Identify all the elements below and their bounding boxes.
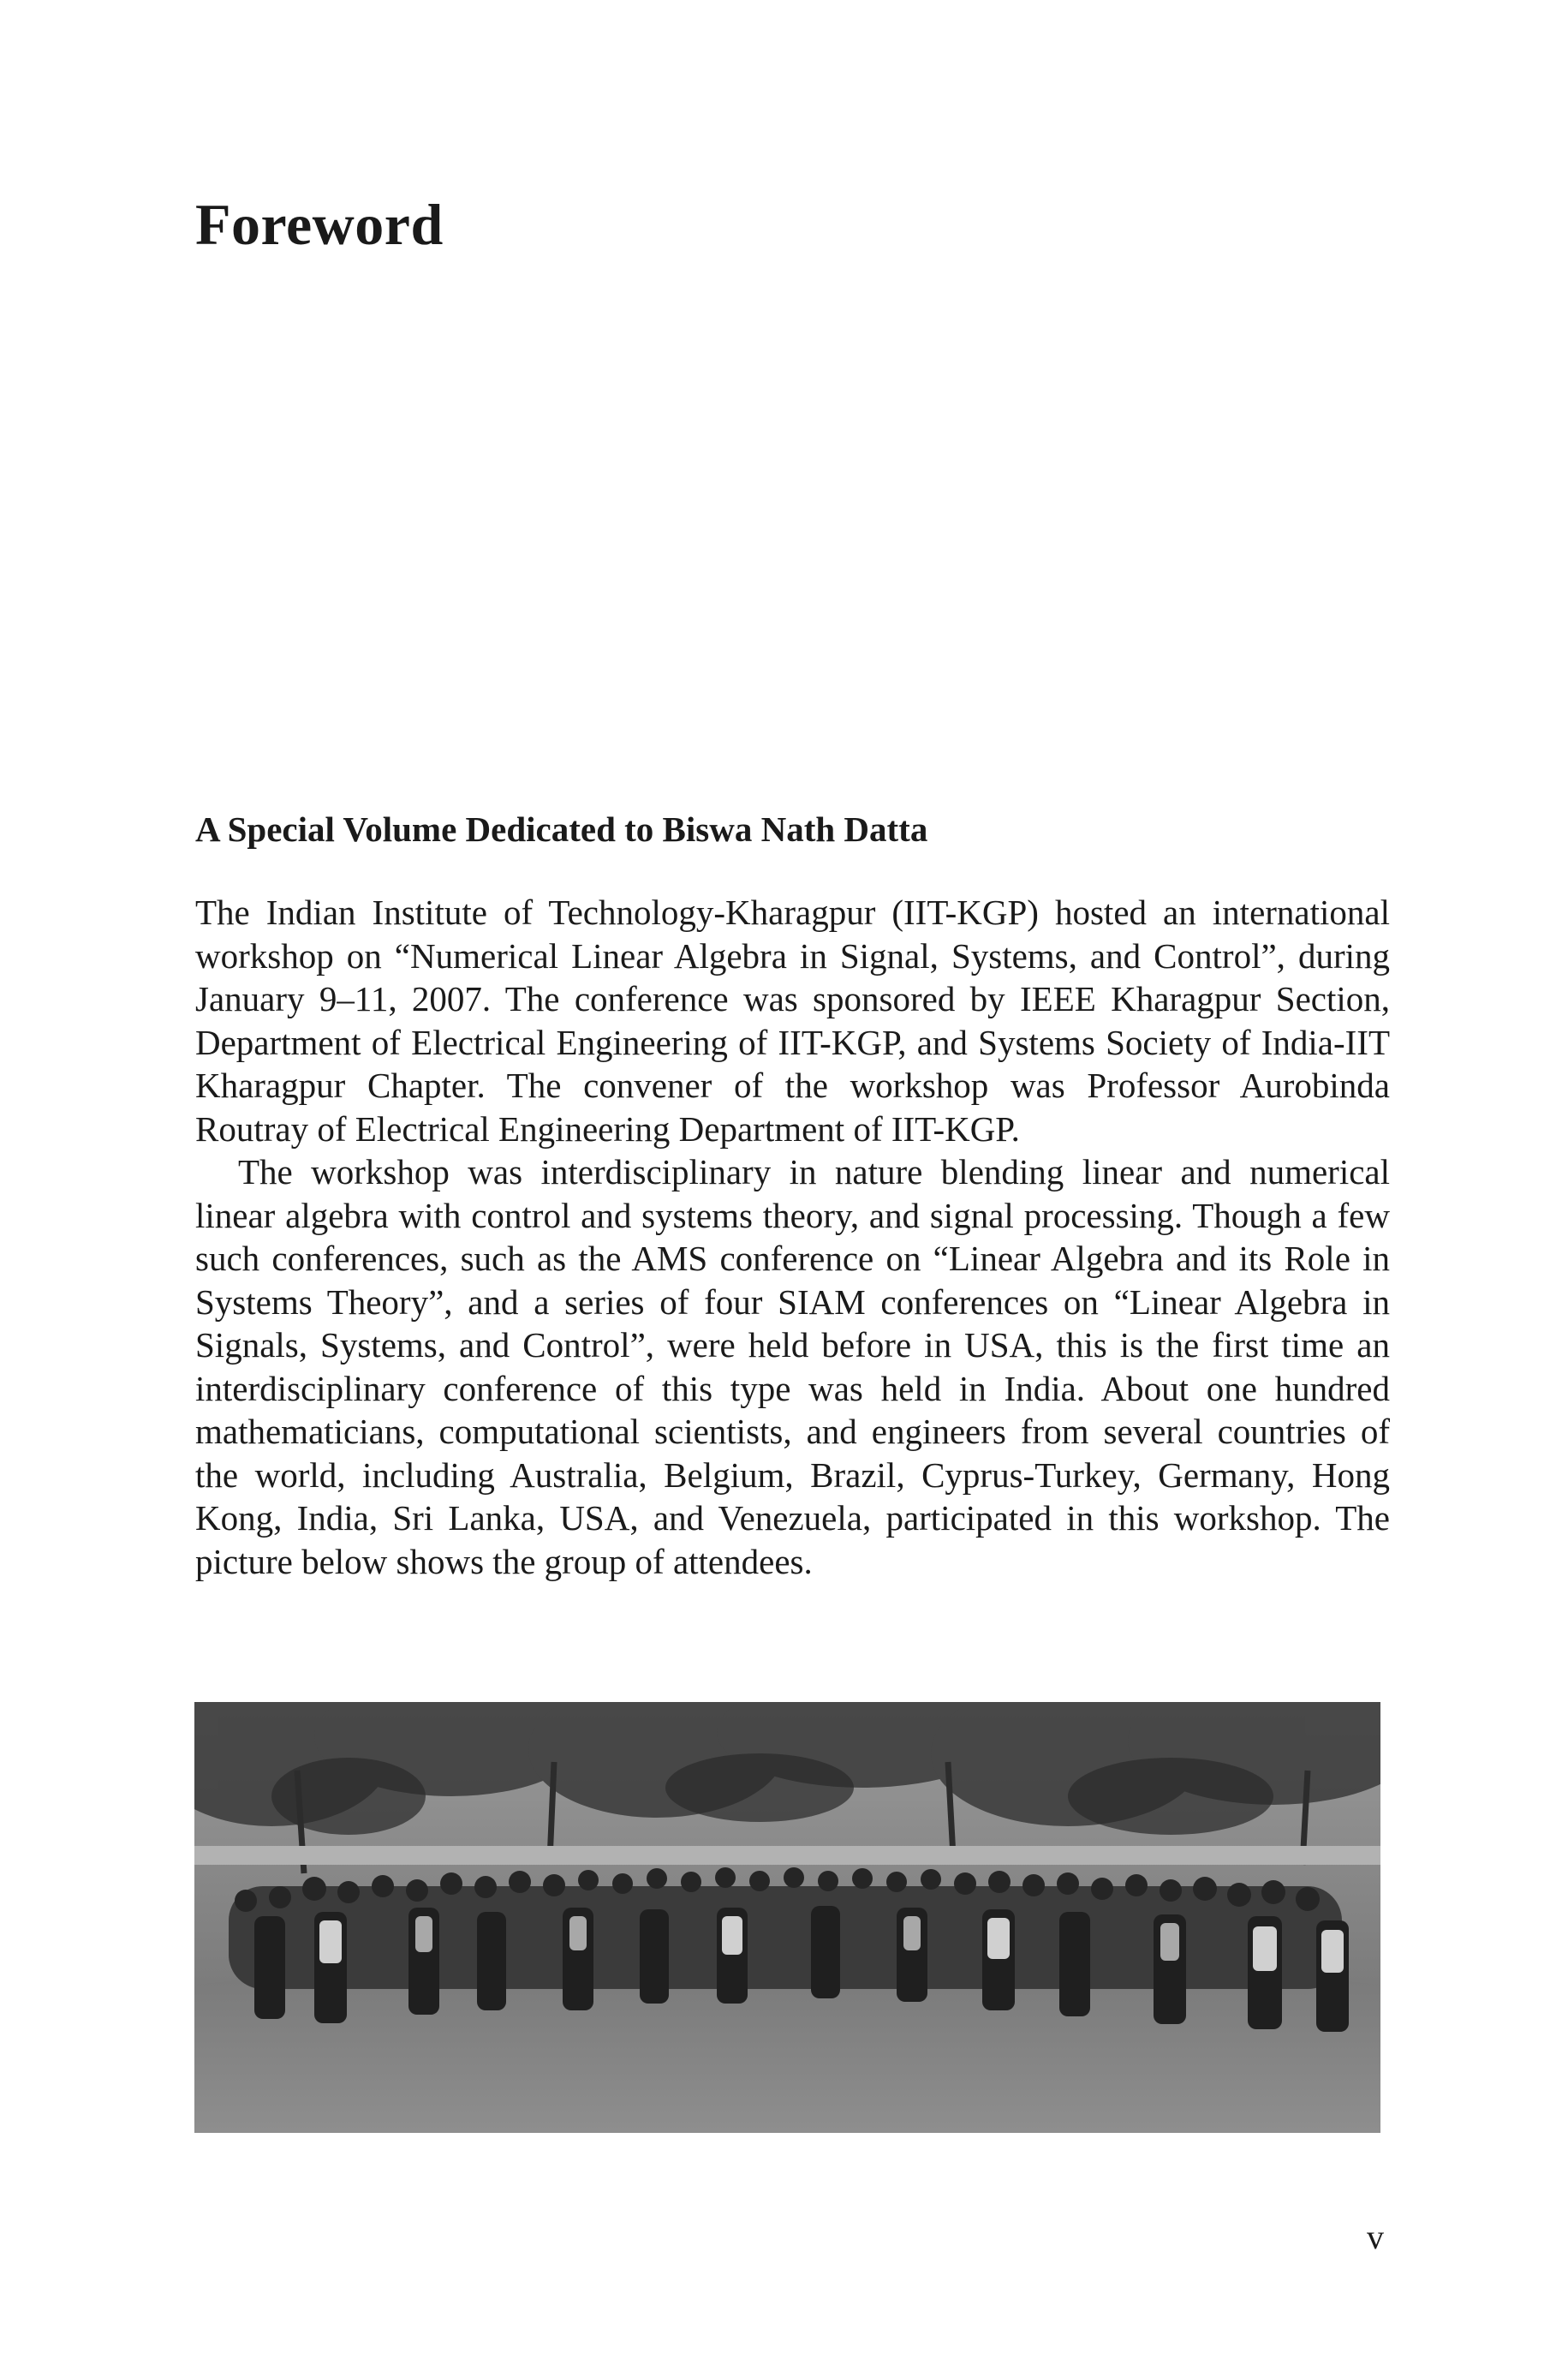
group-photo-illustration — [194, 1702, 1380, 2133]
section-heading: A Special Volume Dedicated to Biswa Nath Datta — [195, 809, 928, 849]
chapter-title: Foreword — [195, 192, 444, 257]
paragraph: The workshop was interdisciplinary in nature blending linear and numerical linear algebra with control and systems theory, and signal processing. Though a few such conferences, such as the AMS conference on “Linear Algebra and its Role in Systems Theory”, and a series of four SIAM conferences on “Linear Algebra in Signals, Systems, and Control”, were held before in USA, this is the first time an interdisciplinary conference of this type was held in India. About one hundred mathematicians, computational scientists, and engineers from several countries of the world, including Australia, Belgium, Brazil, Cyprus-Turkey, Germany, Hong Kong, India, Sri Lanka, USA, and Venezuela, participated in this workshop. The picture below shows the group of attendees. — [195, 1152, 1390, 1581]
group-photo — [194, 1702, 1380, 2133]
paragraph: The Indian Institute of Technology-Kharagpur (IIT-KGP) hosted an international workshop on “Numerical Linear Algebra in Signal, Systems, and Control”, during January 9–11, 2007. The conference was sponsored by IEEE Kharagpur Section, Department of Electrical Engineering of IIT-KGP, and Systems Society of India-IIT Kharagpur Chapter. The convener of the workshop was Professor Aurobinda Routray of Electrical Engineering Department of IIT-KGP. — [195, 893, 1390, 1149]
body-text — [195, 891, 1390, 1583]
page-number: v — [1367, 2218, 1384, 2256]
